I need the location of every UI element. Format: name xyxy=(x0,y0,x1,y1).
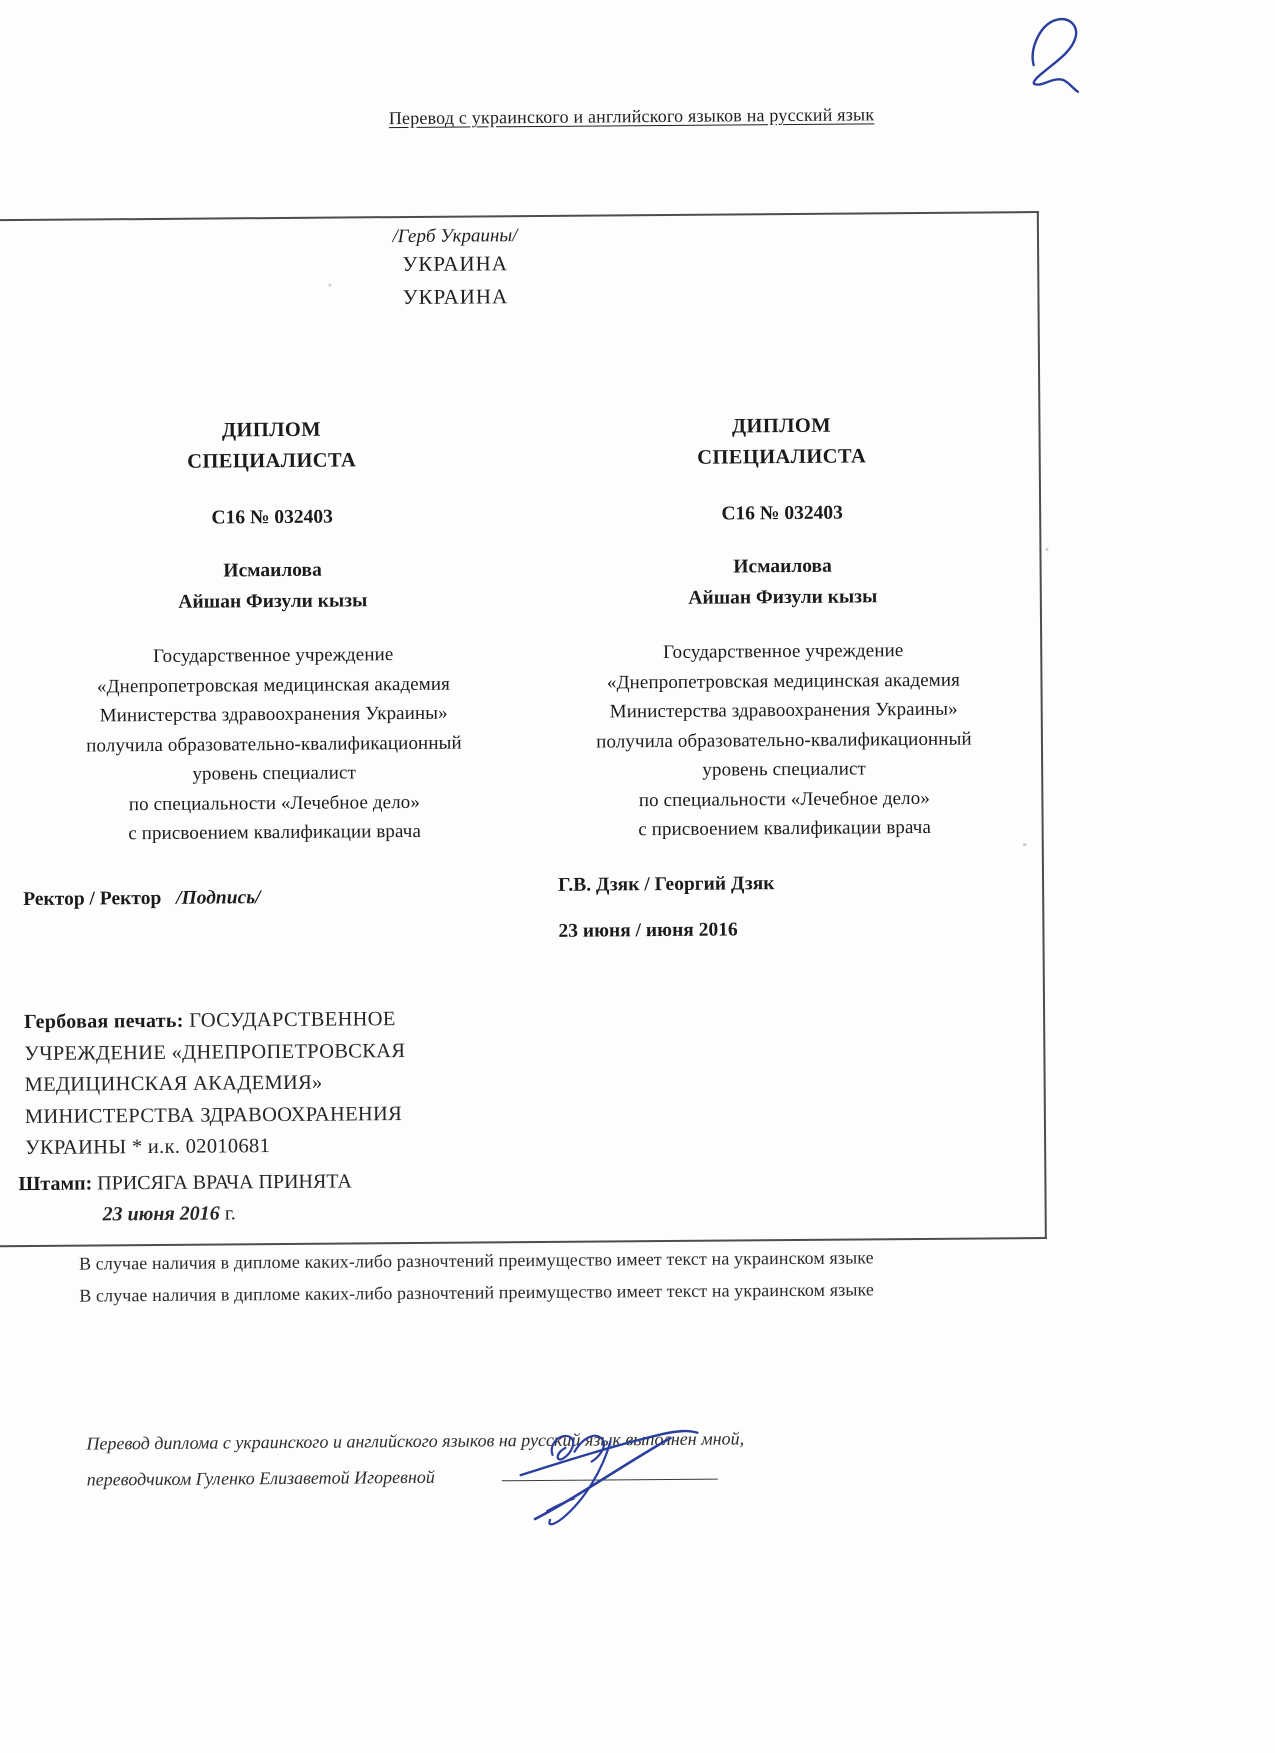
coat-of-arms-block xyxy=(205,224,706,316)
seal-line-3: МЕДИЦИНСКАЯ АКАДЕМИЯ» xyxy=(24,1071,323,1097)
country-line-1: УКРАИНА xyxy=(402,251,509,277)
coat-of-arms-caption: /Герб Украины/ xyxy=(392,225,518,248)
diploma-title-right xyxy=(541,409,1021,475)
holder-surname: Исмаилова xyxy=(733,555,832,578)
body-line: получила образовательно-квалификационный xyxy=(86,732,462,757)
translation-header xyxy=(0,101,1269,132)
signatory-name: Г.В. Дзяк / Георгий Дзяк xyxy=(557,873,775,896)
country-line-2: УКРАИНА xyxy=(402,284,509,310)
body-line: Государственное учреждение xyxy=(663,640,904,663)
seal-line-4: МИНИСТЕРСТВА ЗДРАВООХРАНЕНИЯ xyxy=(24,1102,403,1128)
stamp-text: ПРИСЯГА ВРАЧА ПРИНЯТА xyxy=(97,1170,353,1195)
holder-name-left xyxy=(32,553,512,619)
holder-given-name: Айшан Физули кызы xyxy=(688,586,878,609)
diploma-number-left: С16 № 032403 xyxy=(211,506,333,529)
body-line: с присвоением квалификации врача xyxy=(128,820,422,845)
diploma-column-left xyxy=(31,413,514,849)
seal-line-1-rest: ГОСУДАРСТВЕННОЕ xyxy=(189,1008,396,1032)
body-line: по специальности «Лечебное дело» xyxy=(638,787,931,811)
diploma-title-line1: ДИПЛОМ xyxy=(221,418,322,442)
body-line: получила образовательно-квалификационный xyxy=(596,728,972,753)
body-line: Министерства здравоохранения Украины» xyxy=(609,698,958,723)
diploma-column-right xyxy=(541,409,1024,845)
stamp-line-1 xyxy=(18,1166,352,1200)
body-line: «Днепропетровская медицинская академия xyxy=(96,673,451,697)
body-line: Государственное учреждение xyxy=(153,644,394,667)
body-line: Министерства здравоохранения Украины» xyxy=(99,702,448,727)
diploma-title-left xyxy=(31,413,511,479)
disclaimer-block xyxy=(79,1240,1019,1311)
holder-name-right xyxy=(542,549,1022,615)
seal-line-2: УЧРЕЖДЕНИЕ «ДНЕПРОПЕТРОВСКАЯ xyxy=(24,1039,406,1065)
stamp-description xyxy=(18,1166,352,1231)
translator-line-1: Перевод диплома с украинского и английского языков на русский язык выполнен мной, xyxy=(86,1428,745,1454)
diploma-number-right: С16 № 032403 xyxy=(721,502,843,525)
disclaimer-line-2: В случае наличия в дипломе каких-либо разночтений преимущество имеет текст на украинском языке xyxy=(79,1279,875,1306)
body-line: уровень специалист xyxy=(192,762,357,785)
scan-artifact xyxy=(328,284,331,287)
holder-given-name: Айшан Физули кызы xyxy=(178,590,368,613)
seal-label: Гербовая печать: xyxy=(24,1009,184,1034)
translator-certification xyxy=(86,1419,887,1497)
stamp-date-line xyxy=(103,1197,353,1230)
rector-signature-row xyxy=(23,887,261,911)
seal-description xyxy=(24,1004,465,1165)
translation-header-text: Перевод с украинского и английского языков на русский язык xyxy=(388,104,875,129)
diploma-title-line2: СПЕЦИАЛИСТА xyxy=(187,449,357,473)
diploma-title-line2: СПЕЦИАЛИСТА xyxy=(697,445,867,469)
signature-placeholder-note: /Подпись/ xyxy=(176,887,261,909)
translator-line-2: переводчиком Гуленко Елизаветой Игоревной xyxy=(86,1466,435,1490)
scan-artifact xyxy=(1023,843,1027,846)
body-line: «Днепропетровская медицинская академия xyxy=(606,669,961,693)
diploma-body-left xyxy=(33,639,515,849)
scan-artifact xyxy=(1045,548,1048,551)
disclaimer-line-1: В случае наличия в дипломе каких-либо разночтений преимущество имеет текст на украинском языке xyxy=(78,1247,874,1274)
stamp-label: Штамп: xyxy=(18,1172,93,1196)
diploma-translation-box xyxy=(0,211,1047,1247)
seal-line-5: УКРАИНЫ * и.к. 02010681 xyxy=(25,1135,271,1160)
body-line: с присвоением квалификации врача xyxy=(638,816,932,841)
handwritten-page-number-2 xyxy=(1019,9,1090,96)
body-line: по специальности «Лечебное дело» xyxy=(128,791,421,815)
body-line: уровень специалист xyxy=(702,758,867,781)
stamp-date: 23 июня 2016 xyxy=(102,1202,220,1226)
translator-handwritten-signature xyxy=(490,1419,731,1556)
stamp-date-suffix: г. xyxy=(224,1202,236,1225)
seal-line-1 xyxy=(24,1004,464,1039)
diploma-date: 23 июня / июня 2016 xyxy=(558,919,738,942)
rector-label: Ректор / Ректор xyxy=(23,887,162,911)
holder-surname: Исмаилова xyxy=(223,559,322,582)
diploma-body-right xyxy=(543,635,1025,845)
diploma-title-line1: ДИПЛОМ xyxy=(731,414,832,438)
